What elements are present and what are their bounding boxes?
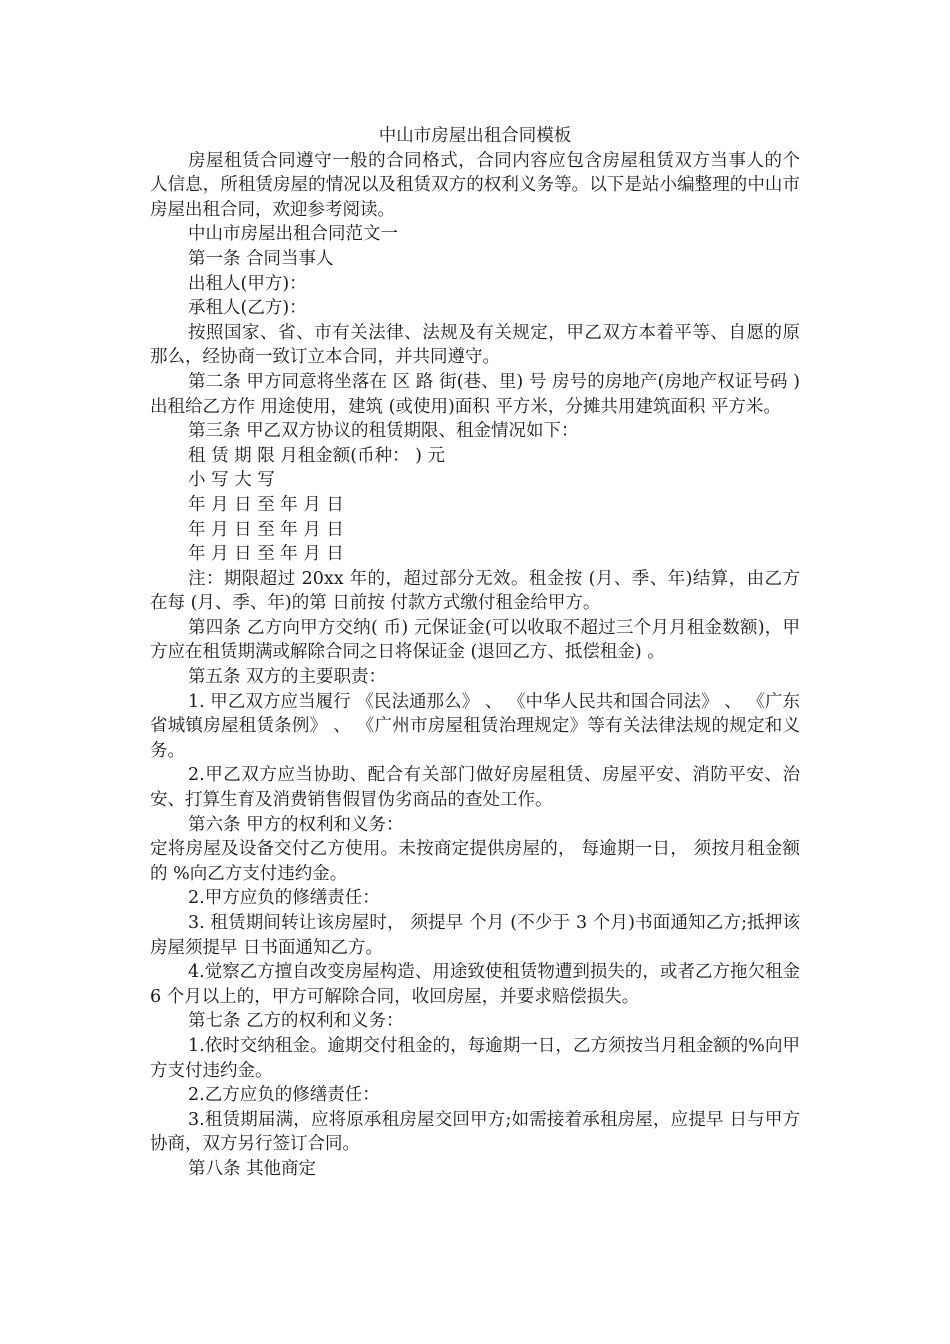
rent-period-row: 年 月 日 至 年 月 日: [188, 544, 344, 565]
article-6-item-2: 2.甲方应负的修缮责任：: [188, 888, 380, 909]
rent-period-row: 年 月 日 至 年 月 日: [188, 494, 344, 515]
rent-period-row: 年 月 日 至 年 月 日: [188, 519, 344, 540]
article-6-item-3: 3. 租赁期间转让该房屋时， 须提早 个月 (不少于 3 个月)书面通知乙方;抵押该房屋须提早 日书面通知乙方。: [150, 913, 800, 958]
document-title: 中山市房屋出租合同模板: [378, 126, 572, 146]
article-6-item-1: 定将房屋及设备交付乙方使用。未按商定提供房屋的， 每逾期一日， 须按月租金额的 %向乙方支付违约金。: [150, 839, 800, 884]
agreement-paragraph: 按照国家、省、市有关法律、法规及有关规定，甲乙双方本着平等、自愿的原那么，经协商一致订立本合同，并共同遵守。: [150, 322, 800, 368]
article-5-item-1: 1. 甲乙双方应当履行 《民法通那么》 、 《中华人民共和国合同法》 、 《广东省城镇房屋租赁条例》 、 《广州市房屋租赁治理规定》等有关法律法规的规定和义务。: [150, 691, 800, 761]
article-8-heading: 第八条 其他商定: [188, 1158, 317, 1179]
article-6-item-4: 4.觉察乙方擅自改变房屋构造、用途致使租赁物遭到损失的，或者乙方拖欠租金 6 个月以上的，甲方可解除合同，收回房屋，并要求赔偿损失。: [150, 962, 800, 1007]
lessee-line: 承租人(乙方)：: [188, 298, 307, 319]
article-5-heading: 第五条 双方的主要职责：: [188, 667, 387, 688]
rent-table-subheader: 小 写 大 写: [188, 470, 275, 491]
lessor-line: 出租人(甲方)：: [188, 273, 307, 294]
rent-table-header: 租 赁 期 限 月租金额(币种： ) 元: [188, 445, 446, 466]
article-7-item-3: 3.租赁期届满，应将原承租房屋交回甲方;如需接着承租房屋，应提早 日与甲方协商，双方另行签订合同。: [150, 1109, 800, 1155]
sample-heading: 中山市房屋出租合同范文一: [188, 224, 398, 245]
article-7-heading: 第七条 乙方的权利和义务：: [188, 1011, 404, 1032]
article-2-paragraph: 第二条 甲方同意将坐落在 区 路 街(巷、里) 号 房号的房地产(房地产权证号码 )出租给乙方作 用途使用，建筑 (或使用)面积 平方米，分摊共用建筑面积 平方米。: [150, 371, 800, 417]
document-body: [150, 124, 800, 1182]
article-4-paragraph: 第四条 乙方向甲方交纳( 币) 元保证金(可以收取不超过三个月月租金数额)，甲方应在租赁期满或解除合同之日将保证金 (退回乙方、抵偿租金) 。: [150, 617, 800, 663]
note-paragraph: 注：期限超过 20xx 年的，超过部分无效。租金按 (月、季、年)结算，由乙方在每 (月、季、年)的第 日前按 付款方式缴付租金给甲方。: [150, 568, 800, 614]
article-7-item-2: 2.乙方应负的修缮责任：: [188, 1085, 380, 1106]
article-5-item-2: 2.甲乙双方应当协助、配合有关部门做好房屋租赁、房屋平安、消防平安、治安、打算生育及消费销售假冒伪劣商品的查处工作。: [150, 765, 800, 811]
article-3-heading: 第三条 甲乙双方协议的租赁期限、租金情况如下：: [188, 421, 579, 442]
article-6-heading: 第六条 甲方的权利和义务：: [188, 814, 404, 835]
article-1-heading: 第一条 合同当事人: [188, 248, 334, 269]
article-7-item-1: 1.依时交纳租金。逾期交付租金的，每逾期一日，乙方须按当月租金额的%向甲方支付违约金。: [150, 1035, 800, 1081]
intro-paragraph: 房屋租赁合同遵守一般的合同格式，合同内容应包含房屋租赁双方当事人的个人信息，所租赁房屋的情况以及租赁双方的权利义务等。以下是站小编整理的中山市房屋出租合同，欢迎参考阅读。: [150, 150, 800, 220]
